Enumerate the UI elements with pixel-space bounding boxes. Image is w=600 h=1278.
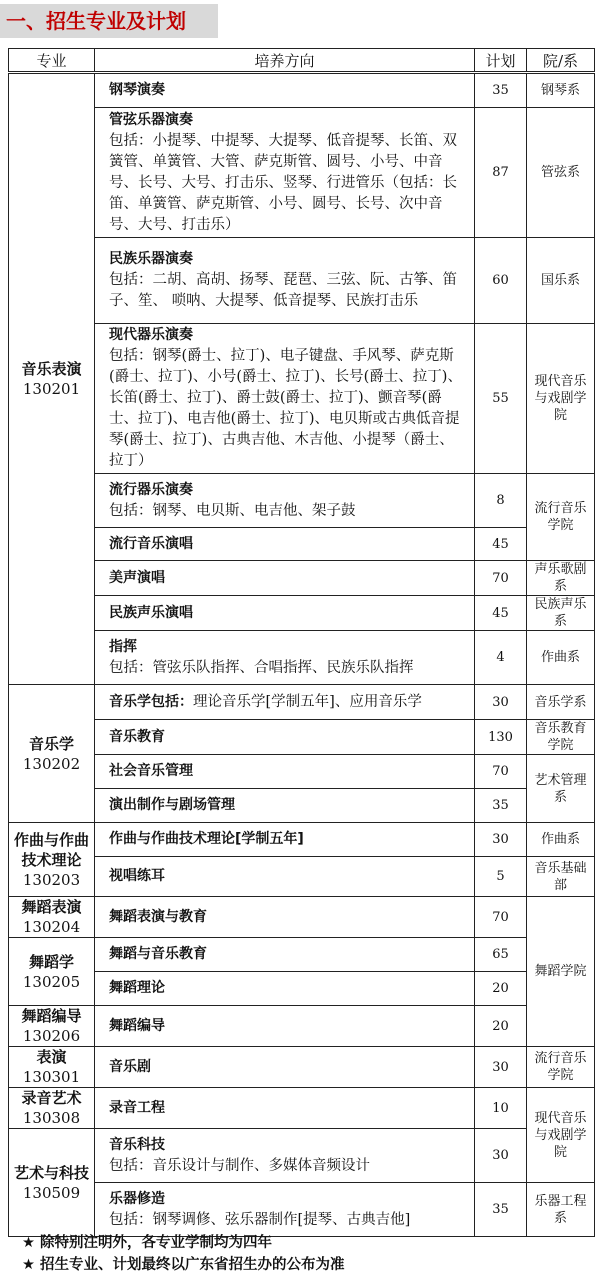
direction-desc: 包括：管弦乐队指挥、合唱指挥、民族乐队指挥 — [109, 659, 414, 676]
plan-count: 70 — [475, 897, 527, 938]
direction-title: 视唱练耳 — [109, 868, 165, 884]
table-row — [9, 324, 595, 474]
major-cell — [9, 73, 95, 685]
table-row — [9, 108, 595, 238]
plan-count: 35 — [475, 73, 527, 108]
direction-cell — [95, 73, 475, 108]
major-cell — [9, 1047, 95, 1088]
plan-count: 30 — [475, 685, 527, 720]
direction-desc: 包括：钢琴(爵士、拉丁)、电子键盘、手风琴、萨克斯(爵士、拉丁)、小号(爵士、拉丁)、长号(爵士、拉丁)、长笛(爵士、拉丁)、爵士鼓(爵士、拉丁)、颤音琴(爵士、拉丁)、电吉他(爵士、拉丁)、电贝斯或古典低音提琴(爵士、拉丁)、古典吉他、木吉他、小提琴（爵士、拉丁） — [109, 348, 462, 469]
major-code: 130203 — [22, 870, 81, 889]
direction-title: 现代器乐演奏 — [109, 327, 193, 343]
section-title: 一、招生专业及计划 — [6, 9, 186, 33]
table-row — [9, 1006, 595, 1047]
major-name: 舞蹈编导 — [21, 1007, 82, 1025]
dept-cell: 作曲系 — [527, 631, 595, 685]
major-cell — [9, 1006, 95, 1047]
direction-desc: 包括：钢琴调修、弦乐器制作[提琴、古典吉他] — [109, 1211, 411, 1228]
footnote: ★ 除特别注明外，各专业学制均为四年 — [22, 1235, 273, 1251]
major-code: 130202 — [22, 754, 81, 773]
direction-cell — [95, 108, 475, 238]
direction-cell — [95, 972, 475, 1006]
table-row — [9, 631, 595, 685]
table-row — [9, 1129, 595, 1183]
plan-count: 87 — [475, 108, 527, 238]
table-row — [9, 685, 595, 720]
plan-count: 70 — [475, 755, 527, 789]
plan-count: 5 — [475, 857, 527, 897]
plan-count: 30 — [475, 1047, 527, 1088]
direction-title: 钢琴演奏 — [109, 82, 165, 98]
direction-title: 社会音乐管理 — [109, 763, 193, 779]
plan-count: 60 — [475, 238, 527, 324]
direction-title: 作曲与作曲技术理论[学制五年] — [109, 831, 304, 847]
table-row — [9, 857, 595, 897]
direction-cell — [95, 1088, 475, 1129]
direction-cell — [95, 823, 475, 857]
plan-count: 30 — [475, 823, 527, 857]
table-row — [9, 897, 595, 938]
major-code: 130509 — [22, 1183, 81, 1202]
dept-cell: 国乐系 — [527, 238, 595, 324]
table-row — [9, 755, 595, 789]
direction-title: 演出制作与剧场管理 — [109, 797, 235, 813]
footnotes — [22, 1232, 592, 1276]
dept-cell: 流行音乐学院 — [527, 474, 595, 561]
direction-desc: 包括：音乐设计与制作、多媒体音频设计 — [109, 1157, 370, 1174]
direction-desc: 包括：钢琴、电贝斯、电吉他、架子鼓 — [109, 502, 356, 519]
footnote: ★ 招生专业、计划最终以广东省招生办的公布为准 — [22, 1257, 345, 1273]
table-header-row — [9, 49, 595, 73]
dept-cell: 音乐学系 — [527, 685, 595, 720]
plan-count: 35 — [475, 789, 527, 823]
direction-cell — [95, 324, 475, 474]
direction-title: 民族乐器演奏 — [109, 251, 193, 267]
header-direction: 培养方向 — [95, 49, 475, 73]
direction-cell — [95, 1006, 475, 1047]
direction-title: 美声演唱 — [109, 569, 165, 586]
table-row — [9, 972, 595, 1006]
direction-cell — [95, 938, 475, 972]
plan-count: 8 — [475, 474, 527, 528]
direction-cell — [95, 631, 475, 685]
direction-title: 民族声乐演唱 — [109, 604, 193, 621]
direction-title: 音乐教育 — [109, 728, 165, 745]
direction-cell — [95, 755, 475, 789]
dept-cell: 舞蹈学院 — [527, 897, 595, 1047]
table-row — [9, 720, 595, 755]
major-cell — [9, 823, 95, 897]
table-row — [9, 474, 595, 528]
direction-cell — [95, 561, 475, 596]
plan-count: 4 — [475, 631, 527, 685]
plan-count: 65 — [475, 938, 527, 972]
enrollment-plan-table — [8, 48, 595, 1237]
header-dept: 院/系 — [527, 49, 595, 73]
direction-desc: 包括：小提琴、中提琴、大提琴、低音提琴、长笛、双簧管、单簧管、大管、萨克斯管、圆号、小号、中音号、长号、大号、打击乐、竖琴、行进管乐（包括：长笛、单簧管、萨克斯管、小号、圆号、长号、次中音号、大号、打击乐） — [109, 132, 457, 233]
direction-cell — [95, 238, 475, 324]
plan-count: 10 — [475, 1088, 527, 1129]
major-code: 130308 — [22, 1109, 81, 1127]
direction-title: 舞蹈理论 — [109, 980, 165, 996]
section-header — [0, 0, 600, 40]
direction-cell — [95, 596, 475, 631]
direction-cell — [95, 474, 475, 528]
direction-title: 流行音乐演唱 — [109, 535, 193, 552]
plan-count: 20 — [475, 1006, 527, 1047]
plan-count: 45 — [475, 528, 527, 561]
dept-cell: 声乐歌剧系 — [527, 561, 595, 596]
major-name: 录音艺术 — [21, 1089, 82, 1107]
direction-title: 音乐剧 — [109, 1058, 151, 1075]
direction-title: 管弦乐器演奏 — [109, 111, 193, 128]
major-cell — [9, 1129, 95, 1237]
plan-count: 45 — [475, 596, 527, 631]
plan-count: 30 — [475, 1129, 527, 1183]
direction-title: 音乐学包括： — [109, 693, 193, 710]
major-cell — [9, 685, 95, 823]
direction-cell — [95, 528, 475, 561]
table-row — [9, 528, 595, 561]
direction-cell — [95, 1129, 475, 1183]
dept-cell: 音乐基础部 — [527, 857, 595, 897]
table-row — [9, 596, 595, 631]
direction-title: 乐器修造 — [109, 1190, 165, 1207]
direction-cell — [95, 897, 475, 938]
direction-cell — [95, 789, 475, 823]
major-cell — [9, 938, 95, 1006]
major-cell — [9, 1088, 95, 1129]
dept-cell: 民族声乐系 — [527, 596, 595, 631]
dept-cell: 现代音乐与戏剧学院 — [527, 1088, 595, 1183]
dept-cell: 现代音乐与戏剧学院 — [527, 324, 595, 474]
direction-title: 指挥 — [109, 638, 137, 655]
dept-cell: 艺术管理系 — [527, 755, 595, 823]
header-plan: 计划 — [475, 49, 527, 73]
major-name: 音乐学 — [28, 734, 74, 753]
major-code: 130204 — [22, 918, 81, 936]
table-row — [9, 789, 595, 823]
major-code: 130301 — [22, 1068, 81, 1086]
dept-cell: 流行音乐学院 — [527, 1047, 595, 1088]
table-row — [9, 1183, 595, 1237]
table-row — [9, 823, 595, 857]
direction-cell — [95, 1183, 475, 1237]
direction-title: 舞蹈编导 — [109, 1017, 165, 1034]
dept-cell: 音乐教育学院 — [527, 720, 595, 755]
plan-count: 130 — [475, 720, 527, 755]
table-row — [9, 238, 595, 324]
major-cell — [9, 897, 95, 938]
major-name: 作曲与作曲技术理论 — [13, 830, 89, 869]
plan-count: 35 — [475, 1183, 527, 1237]
direction-cell — [95, 857, 475, 897]
plan-count: 70 — [475, 561, 527, 596]
direction-cell — [95, 685, 475, 720]
direction-title: 舞蹈表演与教育 — [109, 908, 207, 925]
dept-cell: 管弦系 — [527, 108, 595, 238]
direction-title: 舞蹈与音乐教育 — [109, 946, 207, 962]
plan-count: 55 — [475, 324, 527, 474]
direction-title: 流行器乐演奏 — [109, 481, 193, 498]
major-name: 舞蹈学 — [28, 952, 74, 971]
direction-desc: 包括：二胡、高胡、扬琴、琵琶、三弦、阮、古筝、笛子、笙、 唢呐、大提琴、低音提琴、民族打击乐 — [109, 272, 457, 309]
table-row — [9, 561, 595, 596]
table-row — [9, 1047, 595, 1088]
major-name: 艺术与科技 — [13, 1163, 89, 1182]
direction-title: 录音工程 — [109, 1099, 165, 1116]
table-row — [9, 73, 595, 108]
major-name: 表演 — [36, 1048, 67, 1066]
dept-cell: 钢琴系 — [527, 73, 595, 108]
major-code: 130206 — [22, 1027, 81, 1045]
dept-cell: 作曲系 — [527, 823, 595, 857]
direction-desc: 理论音乐学[学制五年]、应用音乐学 — [193, 693, 422, 710]
direction-cell — [95, 1047, 475, 1088]
table-row — [9, 1088, 595, 1129]
major-name: 舞蹈表演 — [21, 898, 82, 916]
direction-cell — [95, 720, 475, 755]
major-code: 130205 — [22, 972, 81, 991]
plan-count: 20 — [475, 972, 527, 1006]
direction-title: 音乐科技 — [109, 1136, 165, 1153]
table-row — [9, 938, 595, 972]
dept-cell: 乐器工程系 — [527, 1183, 595, 1237]
header-major: 专业 — [9, 49, 95, 73]
major-name: 音乐表演 — [21, 360, 82, 378]
major-code: 130201 — [22, 380, 81, 398]
